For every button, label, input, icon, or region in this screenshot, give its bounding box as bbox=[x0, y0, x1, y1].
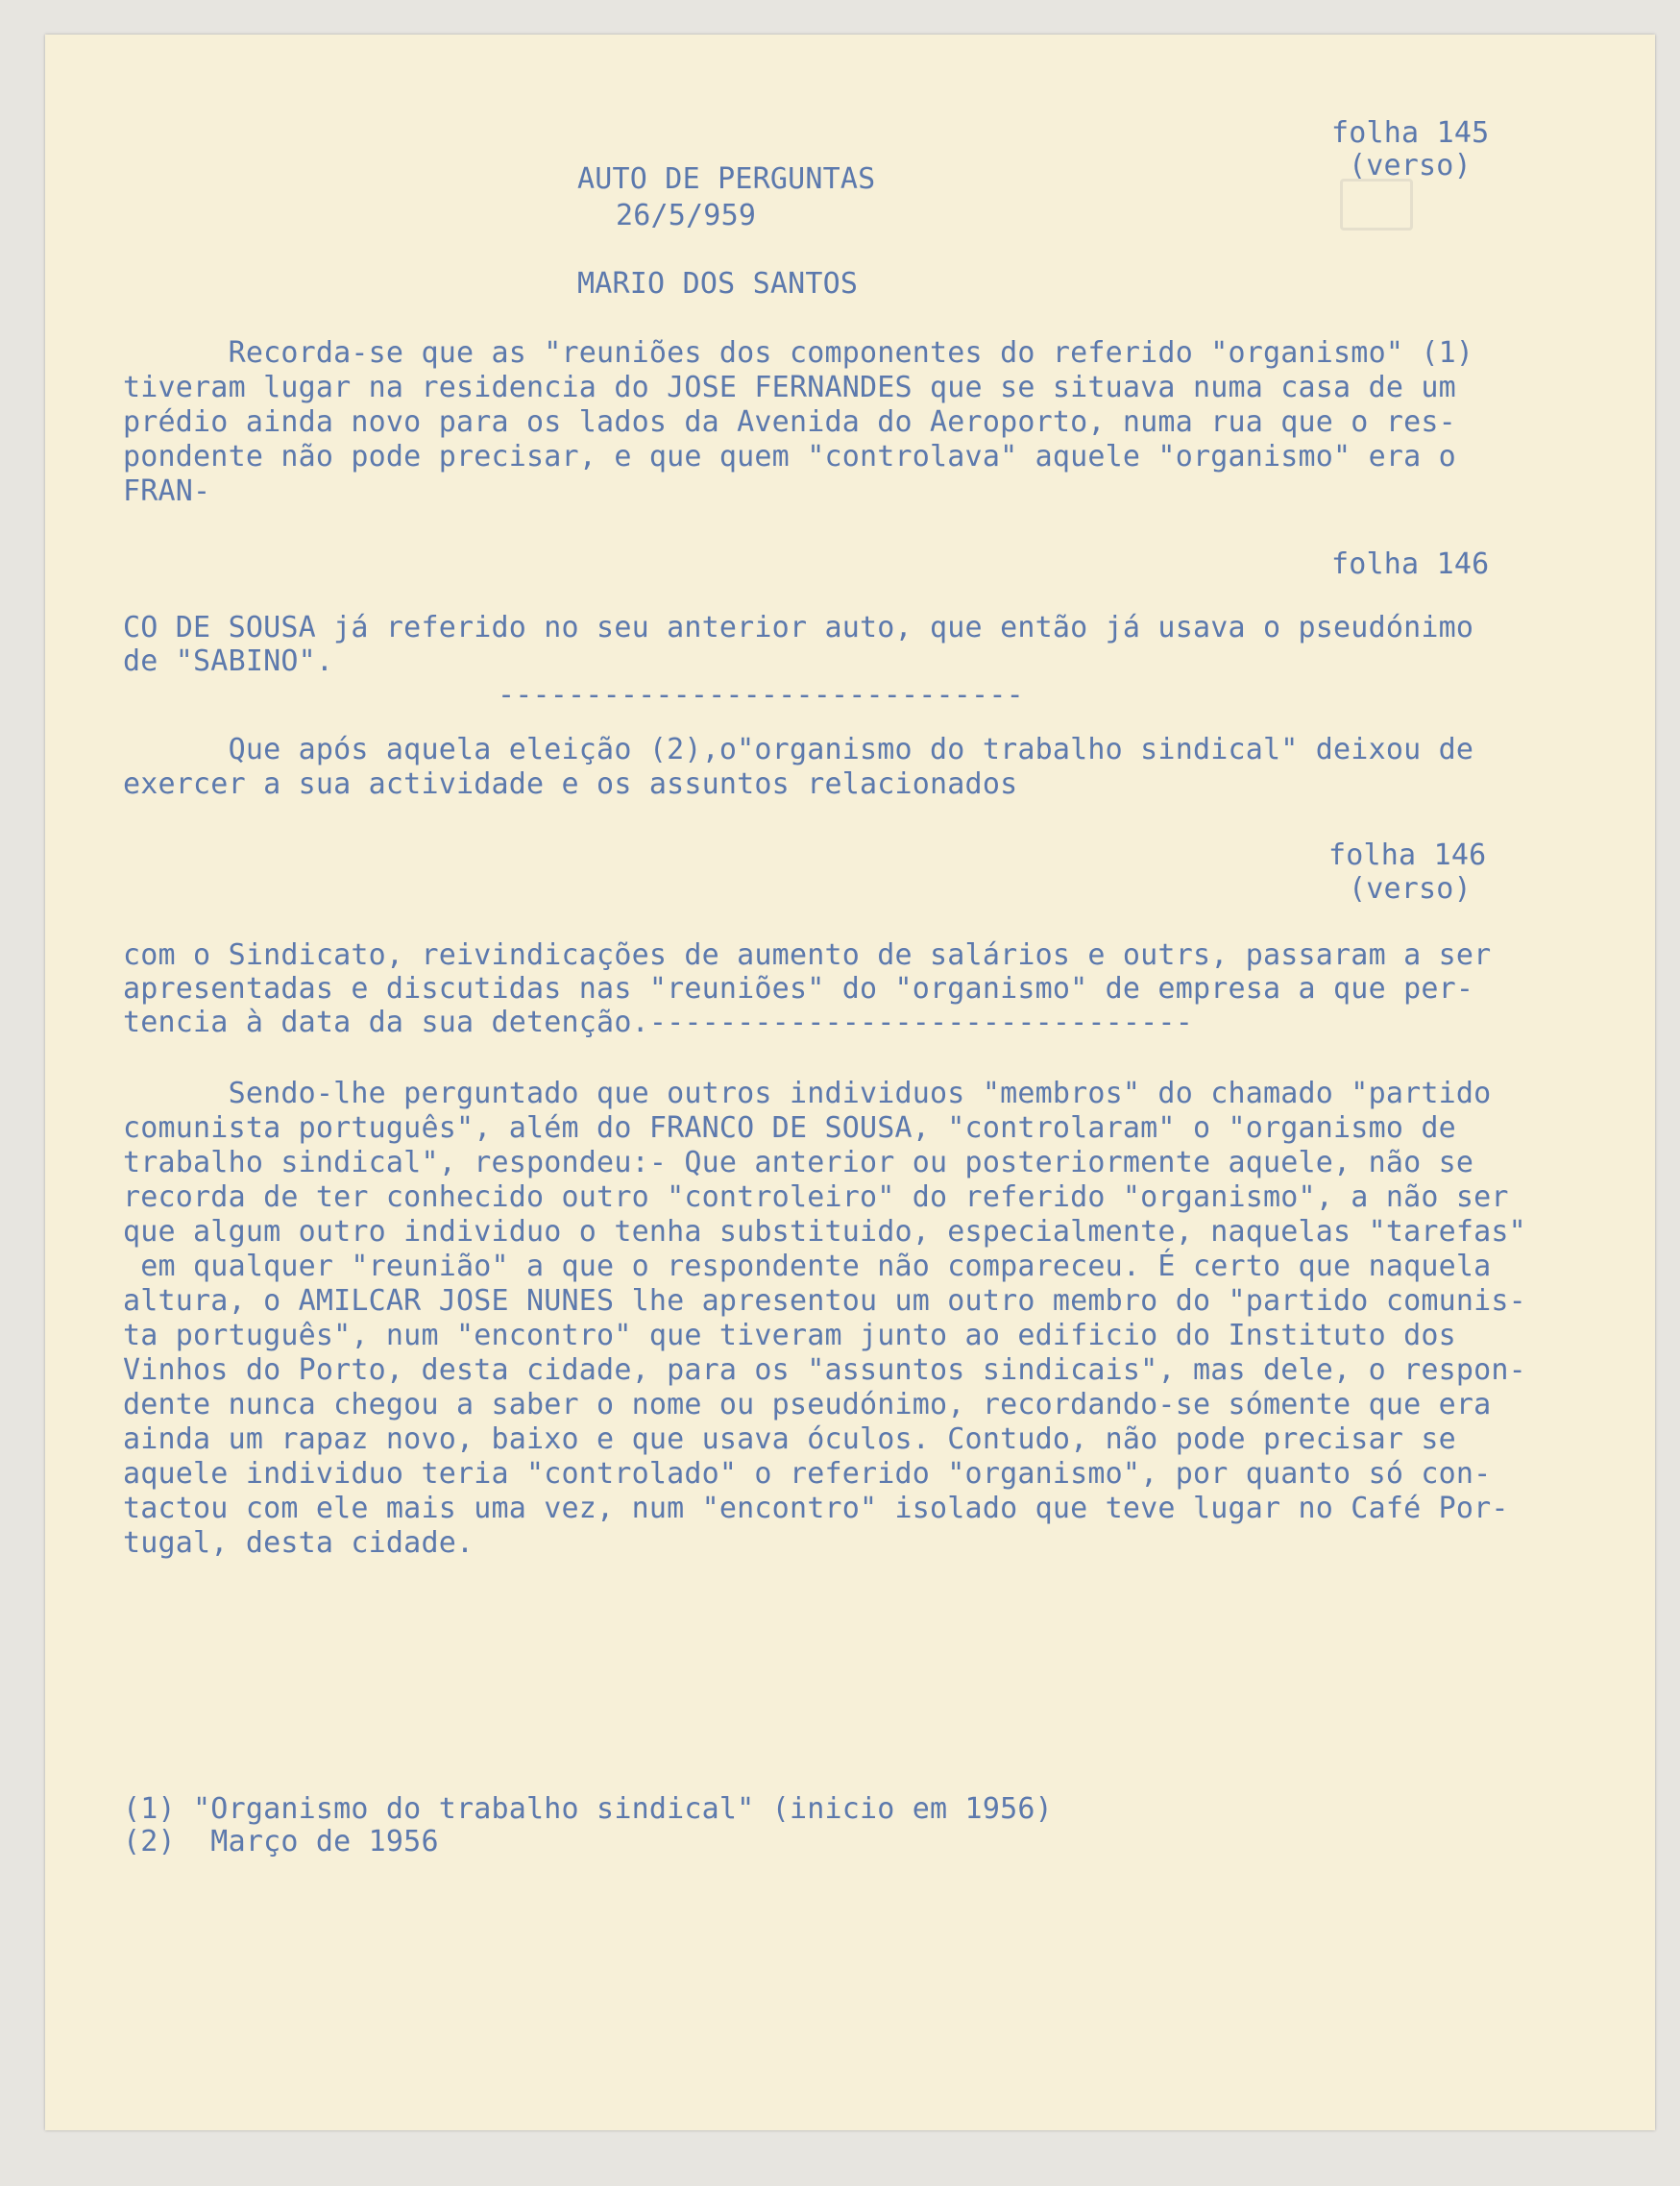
paragraph-5-line: tugal, desta cidade. bbox=[123, 1526, 475, 1560]
faint-stamp-mark bbox=[1340, 179, 1413, 231]
paragraph-5-line: Sendo-lhe perguntado que outros individuos "membros" do chamado "partido bbox=[123, 1077, 1492, 1110]
subject-name: MARIO DOS SANTOS bbox=[577, 267, 859, 301]
footnote-1: (1) "Organismo do trabalho sindical" (inicio em 1956) bbox=[123, 1792, 1053, 1826]
paragraph-5-line: aquele individuo teria "controlado" o referido "organismo", por quanto só con- bbox=[123, 1457, 1492, 1491]
paragraph-5-line: tactou com ele mais uma vez, num "encontro" isolado que teve lugar no Café Por- bbox=[123, 1492, 1509, 1525]
paragraph-2-line: CO DE SOUSA já referido no seu anterior auto, que então já usava o pseudónimo bbox=[123, 611, 1474, 644]
paragraph-3-line: Que após aquela eleição (2),o"organismo do trabalho sindical" deixou de bbox=[123, 733, 1474, 766]
paragraph-1-line: Recorda-se que as "reuniões dos componentes do referido "organismo" (1) bbox=[123, 336, 1474, 370]
paragraph-5-line: dente nunca chegou a saber o nome ou pseudónimo, recordando-se sómente que era bbox=[123, 1388, 1492, 1421]
paragraph-1-line: prédio ainda novo para os lados da Avenida do Aeroporto, numa rua que o res- bbox=[123, 405, 1456, 439]
folio-146: folha 146 bbox=[1331, 547, 1490, 581]
paragraph-3-line: exercer a sua actividade e os assuntos relacionados bbox=[123, 767, 1018, 801]
paragraph-5-line: ainda um rapaz novo, baixo e que usava óculos. Contudo, não pode precisar se bbox=[123, 1422, 1456, 1456]
folio-146-verso: (verso) bbox=[1349, 872, 1472, 906]
footnote-2: (2) Março de 1956 bbox=[123, 1825, 439, 1858]
paragraph-1-line: tiveram lugar na residencia do JOSE FERNANDES que se situava numa casa de um bbox=[123, 371, 1456, 404]
paragraph-4-line: com o Sindicato, reivindicações de aumento de salários e outrs, passaram a ser bbox=[123, 938, 1492, 972]
separator-line: ------------------------------ bbox=[498, 678, 1024, 712]
folio-145: folha 145 bbox=[1331, 116, 1490, 150]
paragraph-5-line: trabalho sindical", respondeu:- Que anterior ou posteriormente aquele, não se bbox=[123, 1146, 1474, 1179]
paragraph-5-line: ta português", num "encontro" que tiveram junto ao edificio do Instituto dos bbox=[123, 1319, 1456, 1352]
paragraph-5-line: comunista português", além do FRANCO DE SOUSA, "controlaram" o "organismo de bbox=[123, 1111, 1456, 1145]
document-date: 26/5/959 bbox=[616, 199, 757, 232]
document-title: AUTO DE PERGUNTAS bbox=[577, 162, 876, 196]
folio-145-verso: (verso) bbox=[1349, 149, 1472, 182]
folio-146-label: folha 146 bbox=[1328, 838, 1487, 872]
paragraph-1-line: FRAN- bbox=[123, 474, 211, 508]
paragraph-4-line: apresentadas e discutidas nas "reuniões" do "organismo" de empresa a que per- bbox=[123, 972, 1474, 1006]
paragraph-1-line: pondente não pode precisar, e que quem "controlava" aquele "organismo" era o bbox=[123, 440, 1456, 474]
paragraph-5-line: recorda de ter conhecido outro "controleiro" do referido "organismo", a não ser bbox=[123, 1180, 1509, 1214]
paragraph-2-line: de "SABINO". bbox=[123, 644, 334, 678]
paragraph-5-line: em qualquer "reunião" a que o respondente não compareceu. É certo que naquela bbox=[123, 1250, 1492, 1283]
paragraph-4-line: tencia à data da sua detenção.------------------------------- bbox=[123, 1006, 1193, 1039]
paragraph-5-line: Vinhos do Porto, desta cidade, para os "assuntos sindicais", mas dele, o respon- bbox=[123, 1353, 1526, 1387]
paragraph-5-line: altura, o AMILCAR JOSE NUNES lhe apresentou um outro membro do "partido comunis- bbox=[123, 1284, 1526, 1318]
paragraph-5-line: que algum outro individuo o tenha substituido, especialmente, naquelas "tarefas" bbox=[123, 1215, 1526, 1249]
